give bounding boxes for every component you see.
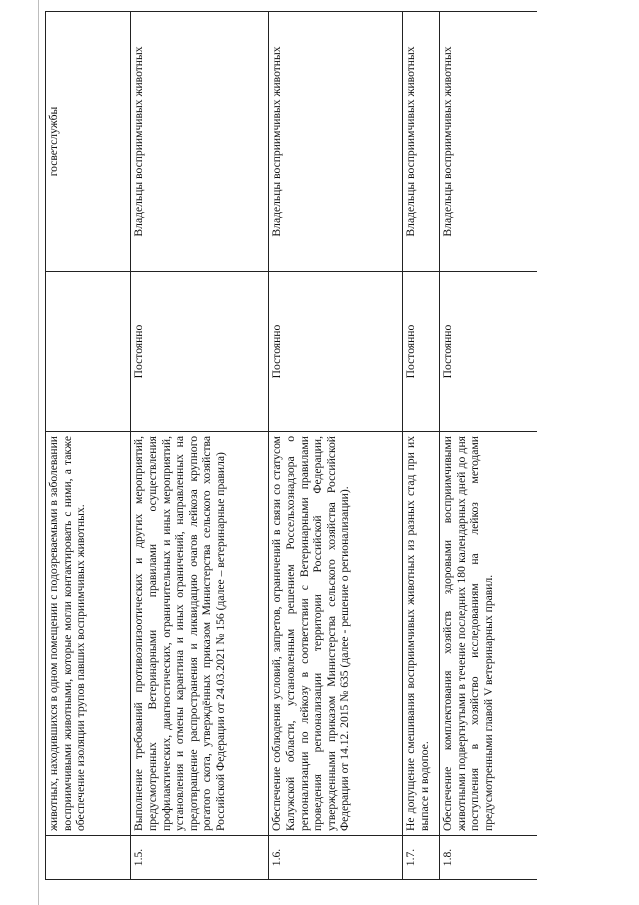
measure-description-cell: Обеспечение комплектования хозяйств здоровыми восприимчивыми животными подвергнутыми в течение последних 180 календарных дней до дня поступления в хозяйство исследованиям на лейкоз методами предусмотренными главой V ветеринарных правил.: [440, 432, 537, 836]
table-row: [269, 12, 403, 880]
measure-description-cell: Не допущение смешивания восприимчивых животных из разных стад при их выпасе и водопое.: [403, 432, 440, 836]
table-row: [46, 12, 131, 880]
responsible-cell: госветслужбы: [46, 12, 131, 272]
measure-description-cell: Выполнение требований противоэпизоотических и других мероприятий, предусмотренных Ветеринарными правилами осуществления профилактических, диагностических, ограничительных и иных мероприятий, установления и отмены карантина и иных ограничений, направленных на предотвращение распространения и ликвидацию очагов лейкоза крупного рогатого скота, утверждённых приказом Министерства сельского хозяйства Российской Федерации от 24.03.2021 № 156 (далее – ветеринарные правила): [131, 432, 269, 836]
measure-description-cell: животных, находившихся в одном помещении с подозреваемыми в заболевании восприимчивыми животными, которые могли контактировать с ними, а также обеспечение изоляции трупов павших восприимчивых животных.: [46, 432, 131, 836]
row-number-cell: 1.5.: [131, 836, 269, 880]
measure-description-cell: Обеспечение соблюдения условий, запретов, ограничений в связи со статусом Калужской области, установленным решением Россельхознадзора о регионализации по лейкозу в соответствии с Ветеринарными правилами проведения регионализации территории Российской Федерации, утвержденными приказом Министерства сельского хозяйства Российской Федерации от 14.12. 2015 № 635 (далее - решение о регионализации).: [269, 432, 403, 836]
responsible-cell: Владельцы восприимчивых животных: [440, 12, 537, 272]
responsible-cell: Владельцы восприимчивых животных: [269, 12, 403, 272]
measures-table: [45, 12, 537, 880]
term-cell: Постоянно: [403, 272, 440, 432]
responsible-cell: Владельцы восприимчивых животных: [131, 12, 269, 272]
page-edge-line: [38, 0, 39, 905]
table-row: [440, 12, 537, 880]
row-number-cell: [46, 836, 131, 880]
row-number-cell: 1.8.: [440, 836, 537, 880]
term-cell: Постоянно: [269, 272, 403, 432]
row-number-cell: 1.7.: [403, 836, 440, 880]
table-row: [131, 12, 269, 880]
table-row: [403, 12, 440, 880]
responsible-cell: Владельцы восприимчивых животных: [403, 12, 440, 272]
row-number-cell: 1.6.: [269, 836, 403, 880]
term-cell: Постоянно: [440, 272, 537, 432]
term-cell: [46, 272, 131, 432]
term-cell: Постоянно: [131, 272, 269, 432]
